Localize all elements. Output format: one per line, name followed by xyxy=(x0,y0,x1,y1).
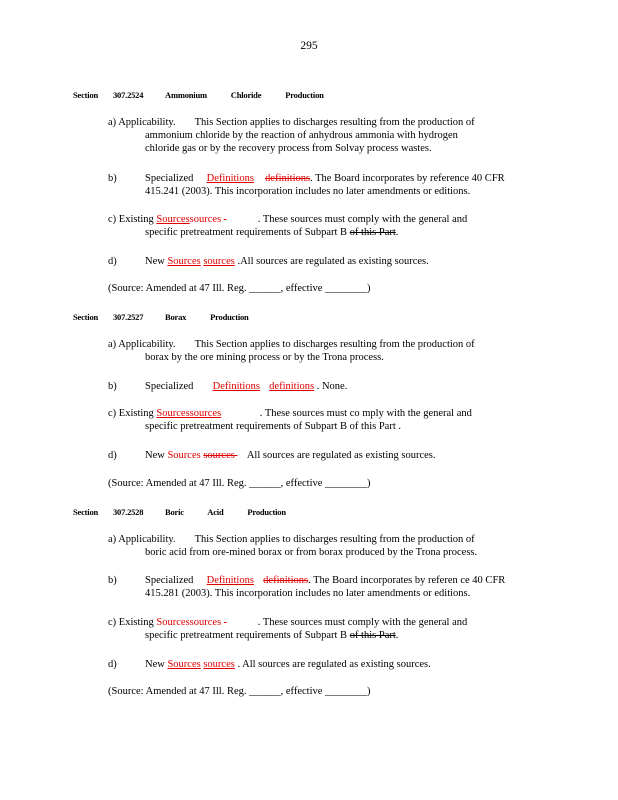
paragraph-text: . The Board incorporates by reference 40 CFR xyxy=(310,173,505,184)
paragraph-text: . xyxy=(395,630,399,641)
source-note: (Source: Amended at 47 Ill. Reg. ______, effective ________) xyxy=(108,283,371,294)
paragraph-c xyxy=(108,213,548,239)
section-title: Borax Production xyxy=(165,312,249,322)
paragraph-b xyxy=(108,172,548,198)
paragraph-b xyxy=(108,380,548,393)
deleted-text xyxy=(235,449,247,462)
paragraph-text: This Section applies to discharges resulting from the production of xyxy=(194,534,475,545)
paragraph-d xyxy=(108,449,548,462)
paragraph-label: a) Applicability. xyxy=(108,339,176,350)
paragraph-text: This Section applies to discharges resulting from the production of xyxy=(194,117,475,128)
paragraph-text: . These sources must comply with the general and xyxy=(257,617,468,628)
paragraph-text: . These sources must comply with the general and xyxy=(257,214,468,225)
deleted-text: sources xyxy=(203,659,235,670)
paragraph-label: c) Existing xyxy=(108,214,154,225)
section-number: 307.2524 xyxy=(113,90,144,100)
section-title: Ammonium Chloride Production xyxy=(165,90,324,100)
section-title: Boric Acid Production xyxy=(165,507,286,517)
deleted-text: sources xyxy=(189,408,222,419)
deleted-text: definitions xyxy=(265,173,311,184)
paragraph-label: b) xyxy=(108,381,117,392)
inserted-text: Sources xyxy=(156,408,190,419)
paragraph-text: . These sources must co mply with the general and xyxy=(259,408,472,419)
paragraph-label: b) xyxy=(108,575,117,586)
paragraph-text: specific pretreatment requirements of Subpart B xyxy=(145,227,348,238)
source-note: (Source: Amended at 47 Ill. Reg. ______, effective ________) xyxy=(108,686,371,697)
paragraph-text: 415.281 (2003). This incorporation includes no later amendments or editions. xyxy=(145,588,471,599)
paragraph-text: . xyxy=(395,227,399,238)
paragraph-text: boric acid from ore-mined borax or from borax produced by the Trona process. xyxy=(145,547,478,558)
paragraph-text: Specialized xyxy=(145,381,194,392)
deleted-text: of this Part xyxy=(349,630,396,641)
paragraph-text: Specialized xyxy=(145,173,194,184)
source-note: (Source: Amended at 47 Ill. Reg. ______, effective ________) xyxy=(108,478,371,489)
section-heading xyxy=(73,312,249,322)
paragraph-label: d) xyxy=(108,256,117,267)
deleted-text: of this Part xyxy=(349,227,396,238)
paragraph-text: New xyxy=(145,256,165,267)
paragraph-c xyxy=(108,616,548,642)
paragraph-text: 415.241 (2003). This incorporation includes no later amendments or editions. xyxy=(145,186,471,197)
section-label: Section xyxy=(73,507,99,517)
paragraph-label: d) xyxy=(108,659,117,670)
paragraph-text: . None. xyxy=(316,381,348,392)
paragraph-text: This Section applies to discharges resulting from the production of xyxy=(194,339,475,350)
section-heading xyxy=(73,90,324,100)
deleted-text xyxy=(224,616,258,629)
section-label: Section xyxy=(73,90,99,100)
paragraph-c xyxy=(108,407,548,433)
section-label: Section xyxy=(73,312,99,322)
paragraph-label: c) Existing xyxy=(108,617,154,628)
paragraph-text: borax by the ore mining process or by the Trona process. xyxy=(145,352,384,363)
deleted-text: definitions xyxy=(263,575,309,586)
paragraph-a xyxy=(108,338,548,364)
deleted-text: sources xyxy=(203,450,235,461)
paragraph-text: . The Board incorporates by referen ce 40 CFR xyxy=(308,575,506,586)
paragraph-label: d) xyxy=(108,450,117,461)
deleted-text xyxy=(224,213,258,226)
inserted-text: Sources xyxy=(167,450,201,461)
paragraph-text: chloride gas or by the recovery process from Solvay process wastes. xyxy=(145,143,432,154)
paragraph-text: specific pretreatment requirements of Subpart B xyxy=(145,630,348,641)
deleted-text: definitions xyxy=(269,381,315,392)
paragraph-d xyxy=(108,658,548,671)
section-heading xyxy=(73,507,286,517)
paragraph-label: a) Applicability. xyxy=(108,534,176,545)
page-number: 295 xyxy=(300,40,318,52)
section-number: 307.2527 xyxy=(113,312,144,322)
deleted-text: sources xyxy=(189,214,222,225)
deleted-text: sources xyxy=(189,617,222,628)
paragraph-b xyxy=(108,574,548,600)
paragraph-text: . All sources are regulated as existing sources. xyxy=(237,659,431,670)
inserted-text: Sources xyxy=(167,659,201,670)
paragraph-text: .All sources are regulated as existing sources. xyxy=(237,256,429,267)
paragraph-a xyxy=(108,533,548,559)
paragraph-text xyxy=(108,226,548,239)
paragraph-text: specific pretreatment requirements of Subpart B of this Part . xyxy=(145,421,402,432)
paragraph-label: b) xyxy=(108,173,117,184)
inserted-text: Definitions xyxy=(206,173,254,184)
inserted-text: Definitions xyxy=(212,381,260,392)
paragraph-text: New xyxy=(145,450,165,461)
inserted-text: Sources xyxy=(156,617,190,628)
deleted-text: sources xyxy=(203,256,235,267)
inserted-text: Definitions xyxy=(206,575,254,586)
paragraph-text xyxy=(108,629,548,642)
paragraph-text: All sources are regulated as existing sources. xyxy=(246,450,436,461)
paragraph-label: a) Applicability. xyxy=(108,117,176,128)
paragraph-text: Specialized xyxy=(145,575,194,586)
paragraph-a xyxy=(108,116,548,155)
paragraph-d xyxy=(108,255,548,268)
inserted-text: Sources xyxy=(167,256,201,267)
inserted-text: Sources xyxy=(156,214,190,225)
paragraph-label: c) Existing xyxy=(108,408,154,419)
paragraph-text: ammonium chloride by the reaction of anhydrous ammonia with hydrogen xyxy=(145,130,458,141)
paragraph-text: New xyxy=(145,659,165,670)
section-number: 307.2528 xyxy=(113,507,144,517)
